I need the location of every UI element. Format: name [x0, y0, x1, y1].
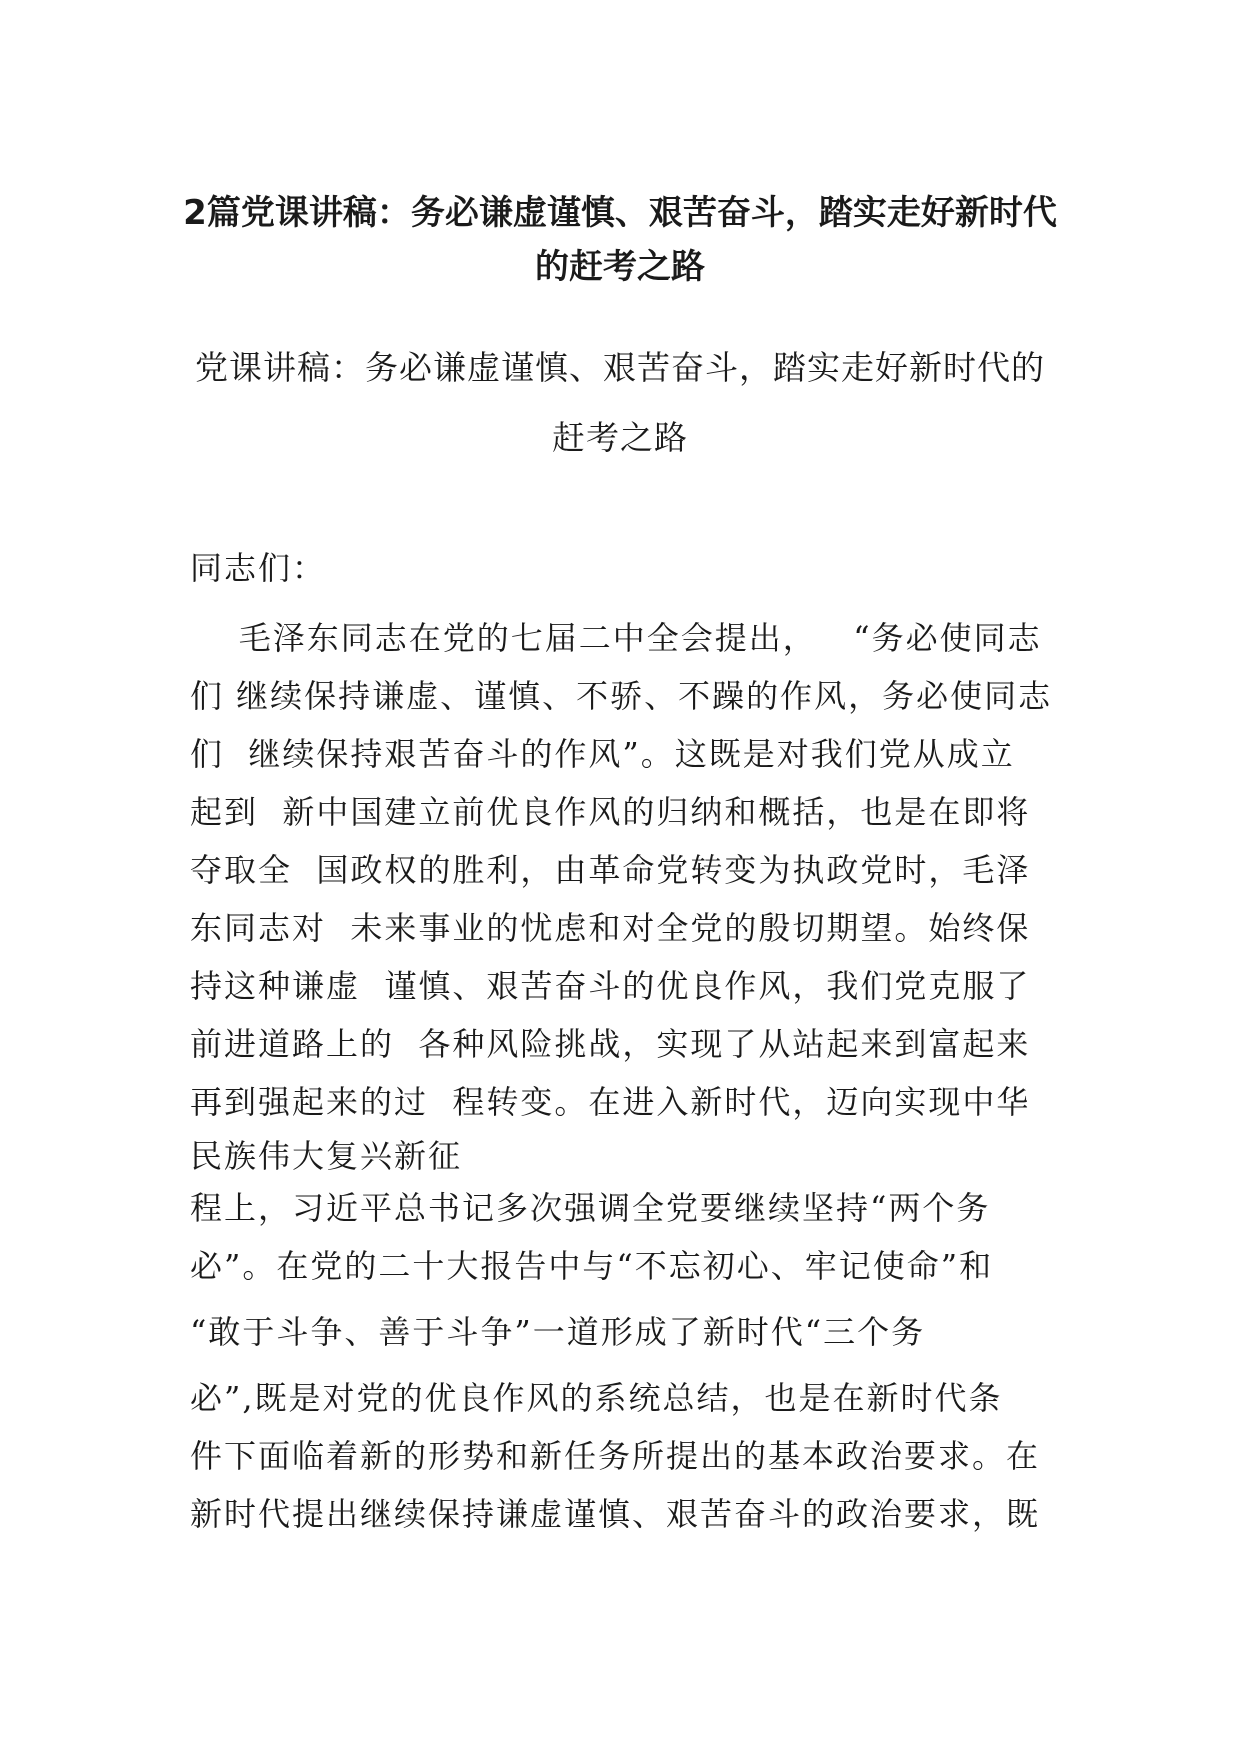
salutation: 同志们： [190, 549, 327, 587]
body-line: 必”,既是对党的优良作风的系统总结，也是在新时代条 [190, 1379, 1003, 1417]
body-line: 程上，习近平总书记多次强调全党要继续坚持“两个务 [190, 1189, 991, 1227]
body-line: 再到强起来的过 程转变。在进入新时代，迈向实现中华 [190, 1083, 1031, 1121]
body-line: 新时代提出继续保持谦虚谨慎、艰苦奋斗的政治要求，既 [190, 1495, 1041, 1533]
document-subtitle: 党课讲稿：务必谦虚谨慎、艰苦奋斗，踏实走好新时代的赶考之路 [195, 348, 1045, 457]
body-line: “敢于斗争、善于斗争”一道形成了新时代“三个务 [190, 1313, 926, 1351]
body-line: 们 继续保持艰苦奋斗的作风”。这既是对我们党从成立 [190, 735, 1015, 773]
body-line: 东同志对 未来事业的忧虑和对全党的殷切期望。始终保 [190, 909, 1031, 947]
body-line: 件下面临着新的形势和新任务所提出的基本政治要求。在 [190, 1437, 1041, 1475]
document-title: 2篇党课讲稿：务必谦虚谨慎、艰苦奋斗，踏实走好新时代的赶考之路 [183, 193, 1057, 287]
body-line: 起到 新中国建立前优良作风的归纳和概括，也是在即将 [190, 793, 1031, 831]
body-line: 必”。在党的二十大报告中与“不忘初心、牢记使命”和 [190, 1247, 994, 1285]
body-line: 夺取全 国政权的胜利，由革命党转变为执政党时，毛泽 [190, 851, 1031, 889]
body-line: 们 继续保持谦虚、谨慎、不骄、不躁的作风，务必使同志 [190, 677, 1053, 715]
body-line: 民族伟大复兴新征 [190, 1137, 463, 1175]
body-line: 毛泽东同志在党的七届二中全会提出， “务必使同志 [190, 619, 1042, 657]
body-line: 前进道路上的 各种风险挑战，实现了从站起来到富起来 [190, 1025, 1031, 1063]
body-line: 持这种谦虚 谨慎、艰苦奋斗的优良作风，我们党克服了 [190, 967, 1031, 1005]
